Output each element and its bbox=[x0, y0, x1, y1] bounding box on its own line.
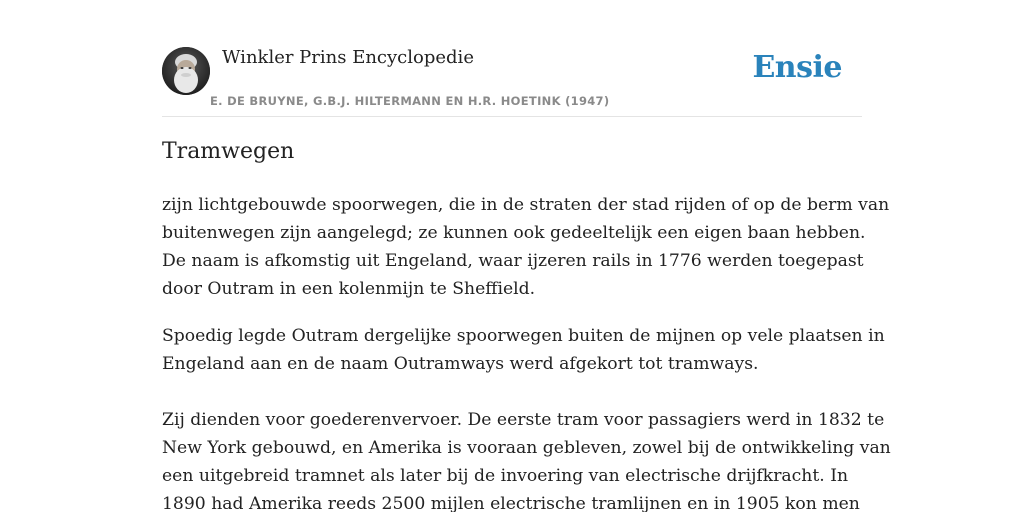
paragraph-line: Engeland aan en de naam Outramways werd afgekort tot tramways. bbox=[162, 354, 759, 374]
paragraph-line: 1890 had Amerika reeds 2500 mijlen electrische tramlijnen en in 1905 kon men bbox=[162, 494, 860, 512]
article-title: Tramwegen bbox=[162, 139, 295, 164]
paragraph bbox=[162, 191, 890, 303]
paragraph bbox=[162, 322, 885, 378]
paragraph-line: Zij dienden voor goederenvervoer. De eerste tram voor passagiers werd in 1832 te bbox=[162, 410, 885, 430]
site-header bbox=[162, 46, 862, 117]
authors-line: E. DE BRUYNE, G.B.J. HILTERMANN EN H.R. HOETINK (1947) bbox=[210, 94, 610, 108]
paragraph-line: Spoedig legde Outram dergelijke spoorwegen buiten de mijnen op vele plaatsen in bbox=[162, 326, 885, 346]
paragraph-line: een uitgebreid tramnet als later bij de invoering van electrische drijfkracht. In bbox=[162, 466, 849, 486]
paragraph bbox=[162, 406, 891, 512]
paragraph-line: De naam is afkomstig uit Engeland, waar ijzeren rails in 1776 werden toegepast bbox=[162, 251, 864, 271]
paragraph-line: buitenwegen zijn aangelegd; ze kunnen ook gedeeltelijk een eigen baan hebben. bbox=[162, 223, 866, 243]
paragraph-line: New York gebouwd, en Amerika is vooraan gebleven, zowel bij de ontwikkeling van bbox=[162, 438, 891, 458]
paragraph-line: zijn lichtgebouwde spoorwegen, die in de straten der stad rijden of op de berm van bbox=[162, 195, 890, 215]
brand-logo[interactable]: Ensie bbox=[752, 50, 842, 85]
paragraph-line: door Outram in een kolenmijn te Sheffield. bbox=[162, 279, 536, 299]
author-portrait bbox=[162, 47, 210, 95]
site-title[interactable]: Winkler Prins Encyclopedie bbox=[222, 47, 474, 68]
article-body bbox=[162, 191, 891, 512]
